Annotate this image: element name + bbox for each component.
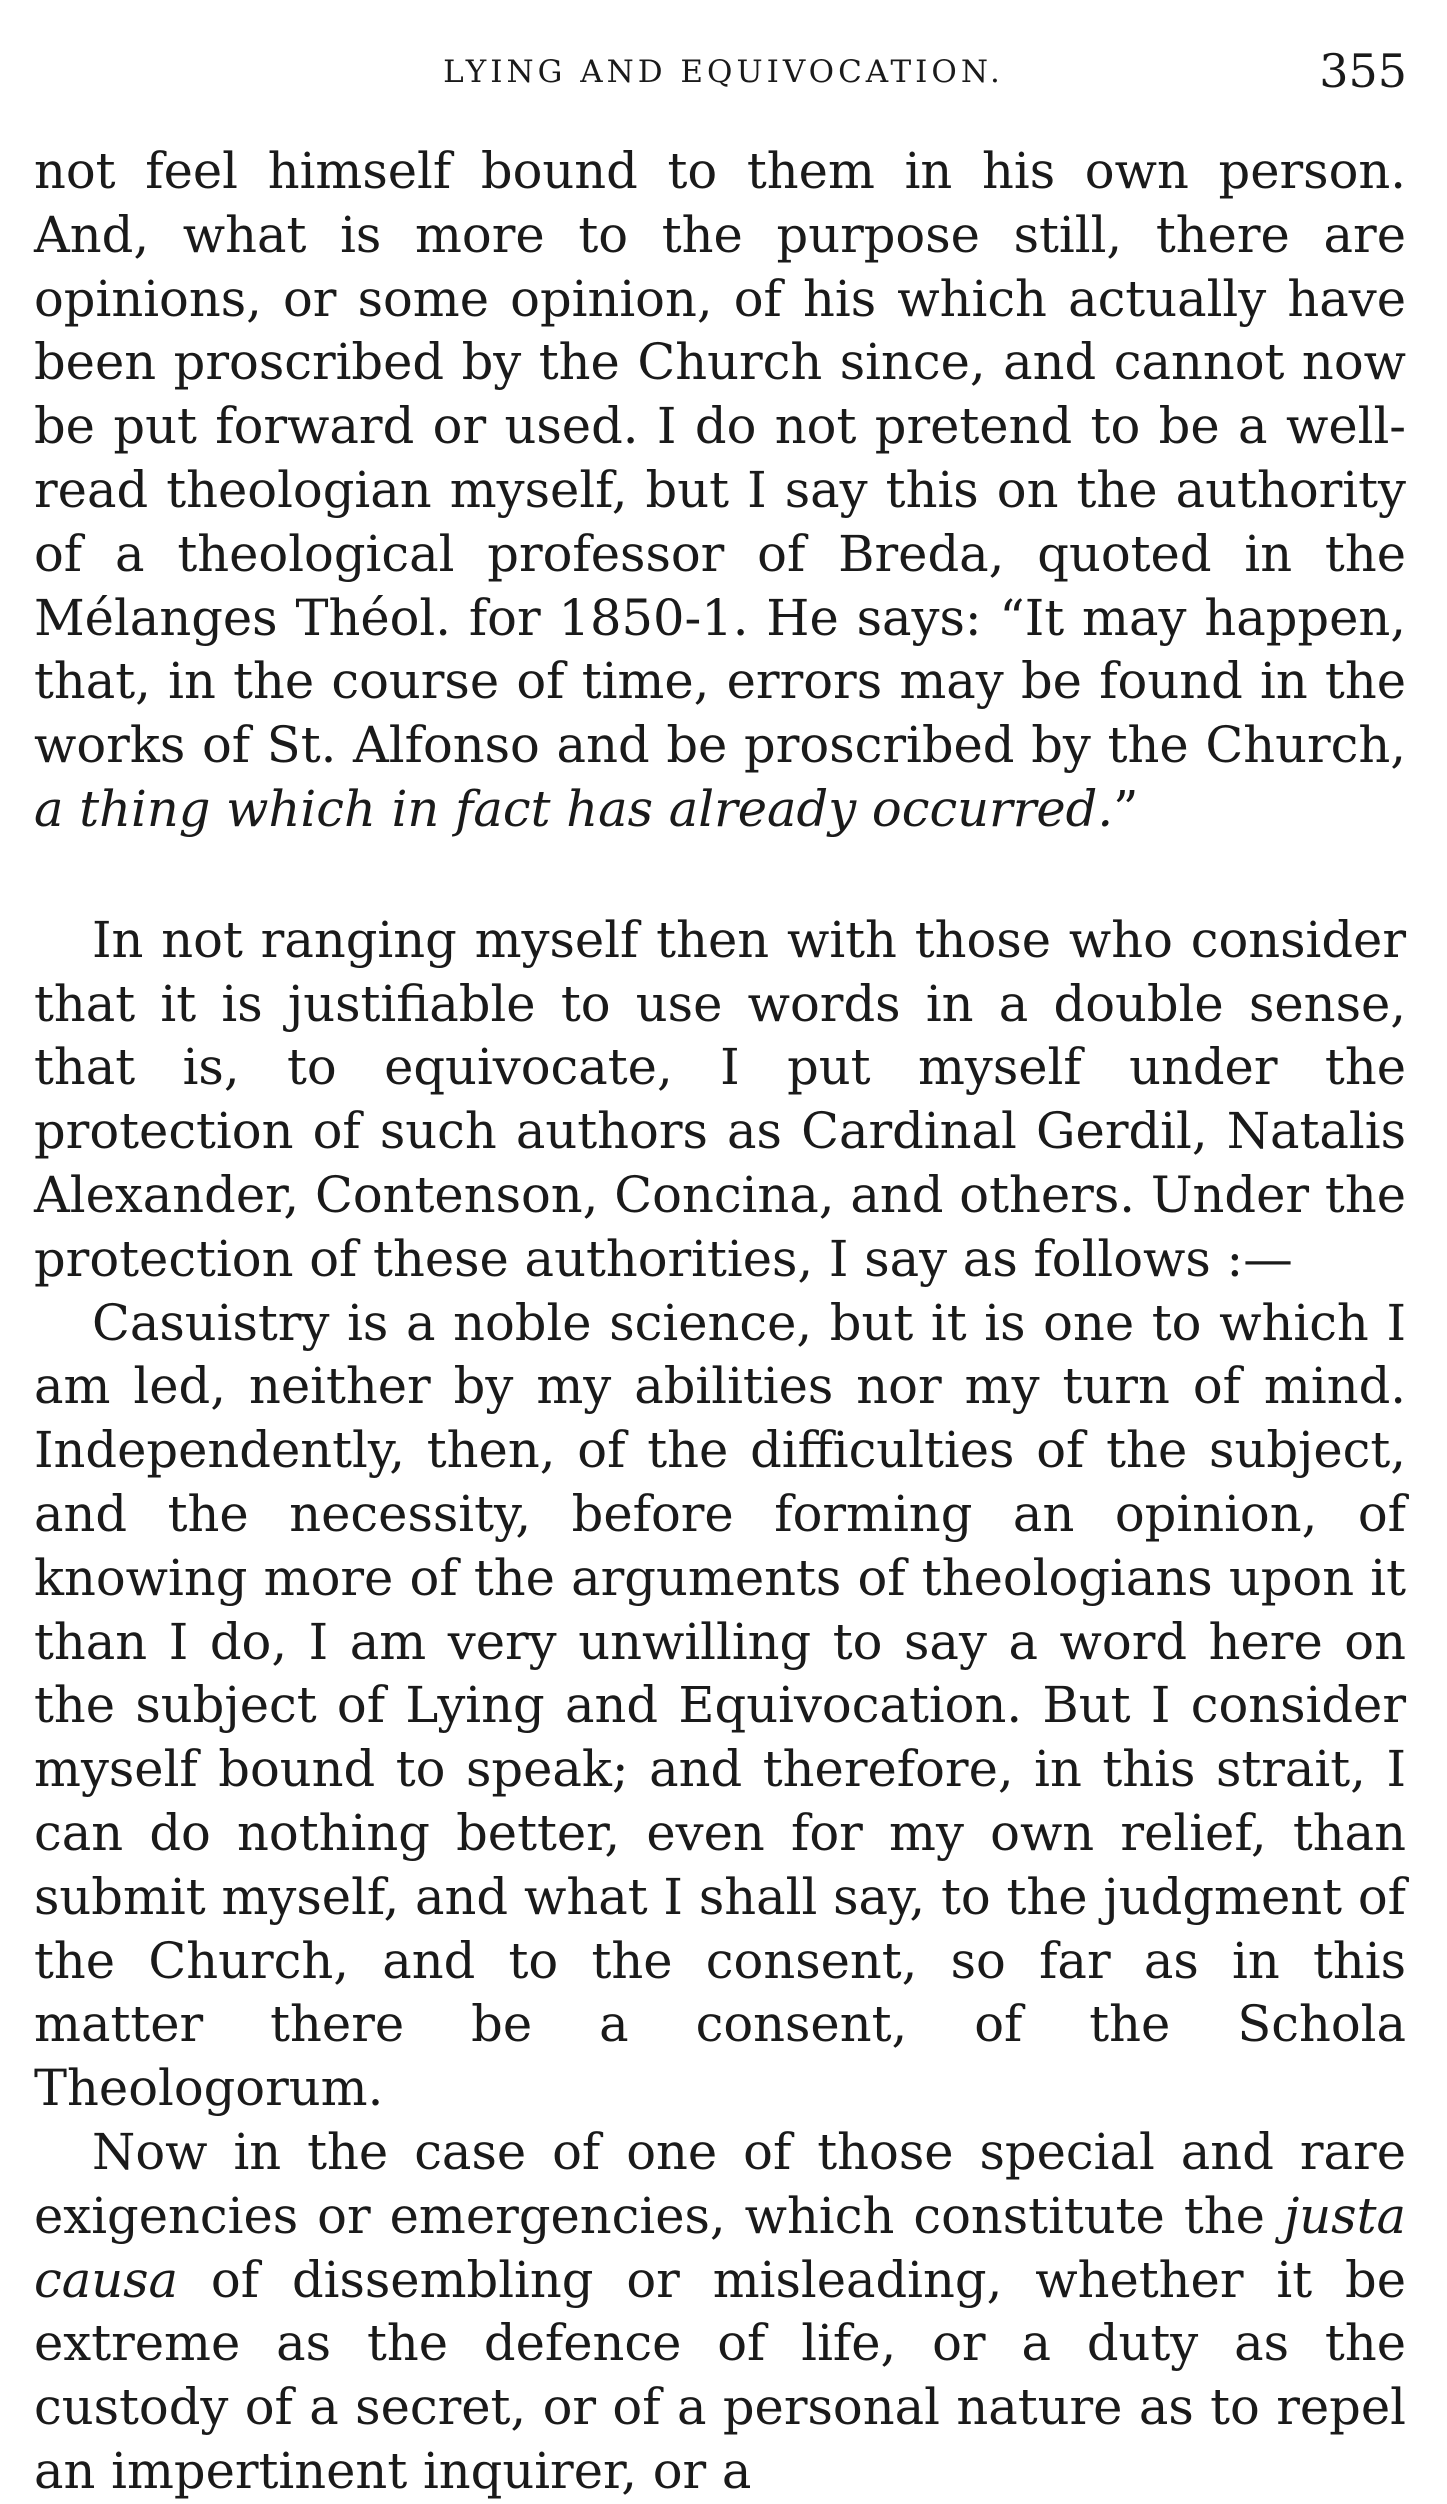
- paragraph-text: Now in the case of one of those special and rare exigencies or emergencies, which constitute the: [34, 2122, 1406, 2245]
- body-text: [34, 140, 1406, 2504]
- paragraph-justa-causa: [34, 2121, 1406, 2504]
- paragraph-text: of dissembling or misleading, whether it be extreme as the defence of life, or a duty as the custody of a secret, or of a personal nature as to repel an impertinent inquirer, or a: [34, 2250, 1406, 2500]
- running-head: LYING AND EQUIVOCATION.: [443, 54, 1004, 90]
- paragraph-text: not feel himself bound to them in his own person. And, what is more to the purpose still, there are opinions, or some opinion, of his which actually have been proscribed by the Church since, and cannot now be put forward or used. I do not pretend to be a well-read theologian myself, but I say this on the authority of a theological professor of Breda, quoted in the Mélanges Théol. for 1850-1. He says: “It may happen, that, in the course of time, errors may be found in the works of St. Alfonso and be proscribed by the Church,: [34, 142, 1406, 775]
- paragraph-equivocation: In not ranging myself then with those who consider that it is justifiable to use words in a double sense, that is, to equivocate, I put myself under the protection of such authors as Cardinal Gerdil, Natalis Alexander, Contenson, Concina, and others. Under the protection of these authorities, I say as follows :—: [34, 910, 1406, 1288]
- page-header: [0, 42, 1447, 102]
- paragraph-continued: [34, 140, 1406, 842]
- page-number: 355: [1319, 44, 1407, 98]
- italic-quote: a thing which in fact has already occurred.: [34, 779, 1114, 838]
- closing-quote: ”: [1113, 779, 1139, 838]
- italic-term: justa causa: [34, 2186, 1406, 2309]
- paragraph-casuistry: Casuistry is a noble science, but it is one to which I am led, neither by my abilities nor my turn of mind. Independently, then, of the difficulties of the subject, and the necessity, before forming an opinion, of knowing more of the arguments of theologians upon it than I do, I am very unwilling to say a word here on the subject of Lying and Equivocation. But I consider myself bound to speak; and therefore, in this strait, I can do nothing better, even for my own relief, than submit myself, and what I shall say, to the judgment of the Church, and to the consent, so far as in this matter there be a consent, of the Schola Theologorum.: [34, 1293, 1406, 2118]
